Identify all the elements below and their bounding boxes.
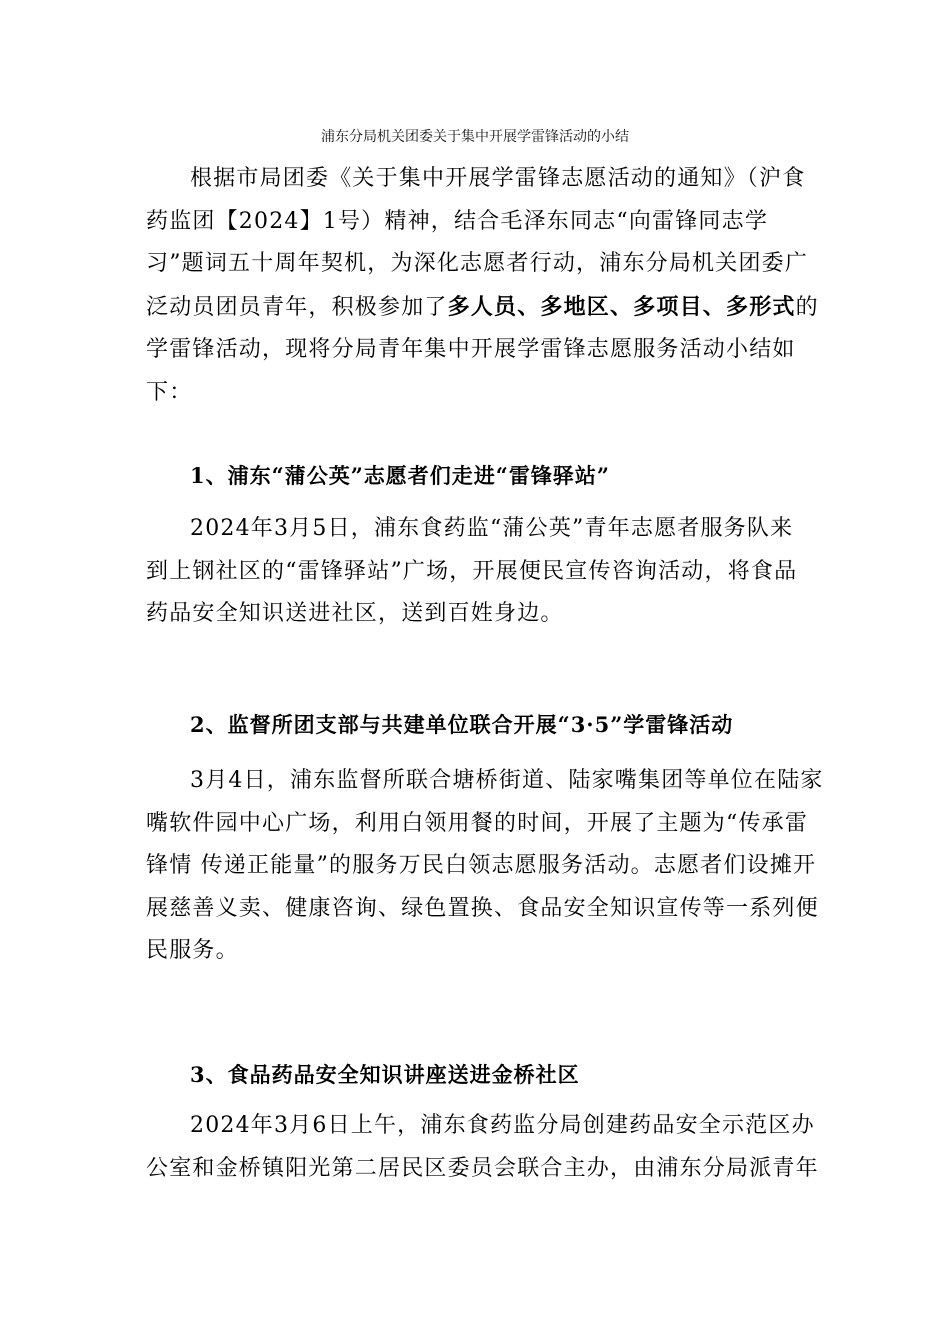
section-1-line-2: 到上钢社区的“雷锋驿站”广场，开展便民宣传咨询活动，将食品 <box>146 558 798 584</box>
section-1-paragraph <box>146 508 808 636</box>
section-2-line-4: 展慈善义卖、健康咨询、绿色置换、食品安全知识宣传等一系列便 <box>146 895 819 921</box>
intro-paragraph <box>146 158 819 414</box>
section-2-line-2: 嘴软件园中心广场，利用白领用餐的时间，开展了主题为“传承雷 <box>146 810 809 836</box>
intro-line-5: 学雷锋活动，现将分局青年集中开展学雷锋志愿服务活动小结如 <box>146 337 796 362</box>
section-3-line-1: 2024年3月6日上午，浦东食药监分局创建药品安全示范区办 <box>190 1113 815 1138</box>
section-2-line-3: 锋情 传递正能量”的服务万民白领志愿服务活动。志愿者们设摊开 <box>146 853 817 878</box>
intro-line-4 <box>146 286 819 330</box>
intro-line-6: 下： <box>146 379 193 405</box>
intro-line-1: 根据市局团委《关于集中开展学雷锋志愿活动的通知》（沪食 <box>190 166 806 191</box>
intro-emphasis: 多人员、多地区、多项目、多形式 <box>447 293 796 320</box>
section-3-paragraph <box>146 1105 819 1190</box>
intro-line-3: 习”题词五十周年契机，为深化志愿者行动，浦东分局机关团委广 <box>146 251 809 276</box>
section-1-heading: 1、浦东“蒲公英”志愿者们走进“雷锋驿站” <box>190 463 610 488</box>
intro-line-4-prefix: 泛动员团员青年，积极参加了 <box>146 294 448 320</box>
intro-line-2: 药监团【2024】1号）精神，结合毛泽东同志“向雷锋同志学 <box>146 208 769 234</box>
document-title: 浦东分局机关团委关于集中开展学雷锋活动的小结 <box>321 129 629 145</box>
intro-line-4-suffix: 的 <box>795 294 819 320</box>
section-3-line-2: 公室和金桥镇阳光第二居民区委员会联合主办，由浦东分局派青年 <box>146 1155 819 1181</box>
section-2-line-1: 3月4日，浦东监督所联合塘桥街道、陆家嘴集团等单位在陆家 <box>190 768 824 793</box>
section-1-line-1: 2024年3月5日，浦东食药监“蒲公英”青年志愿者服务队来 <box>190 516 794 541</box>
section-1-line-3: 药品安全知识送进社区，送到百姓身边。 <box>146 601 564 626</box>
section-2-line-5: 民服务。 <box>146 938 239 963</box>
section-2-paragraph <box>146 760 824 973</box>
section-3-heading: 3、食品药品安全知识讲座送进金桥社区 <box>190 1062 580 1087</box>
section-2-heading: 2、监督所团支部与共建单位联合开展“3·5”学雷锋活动 <box>190 712 734 737</box>
